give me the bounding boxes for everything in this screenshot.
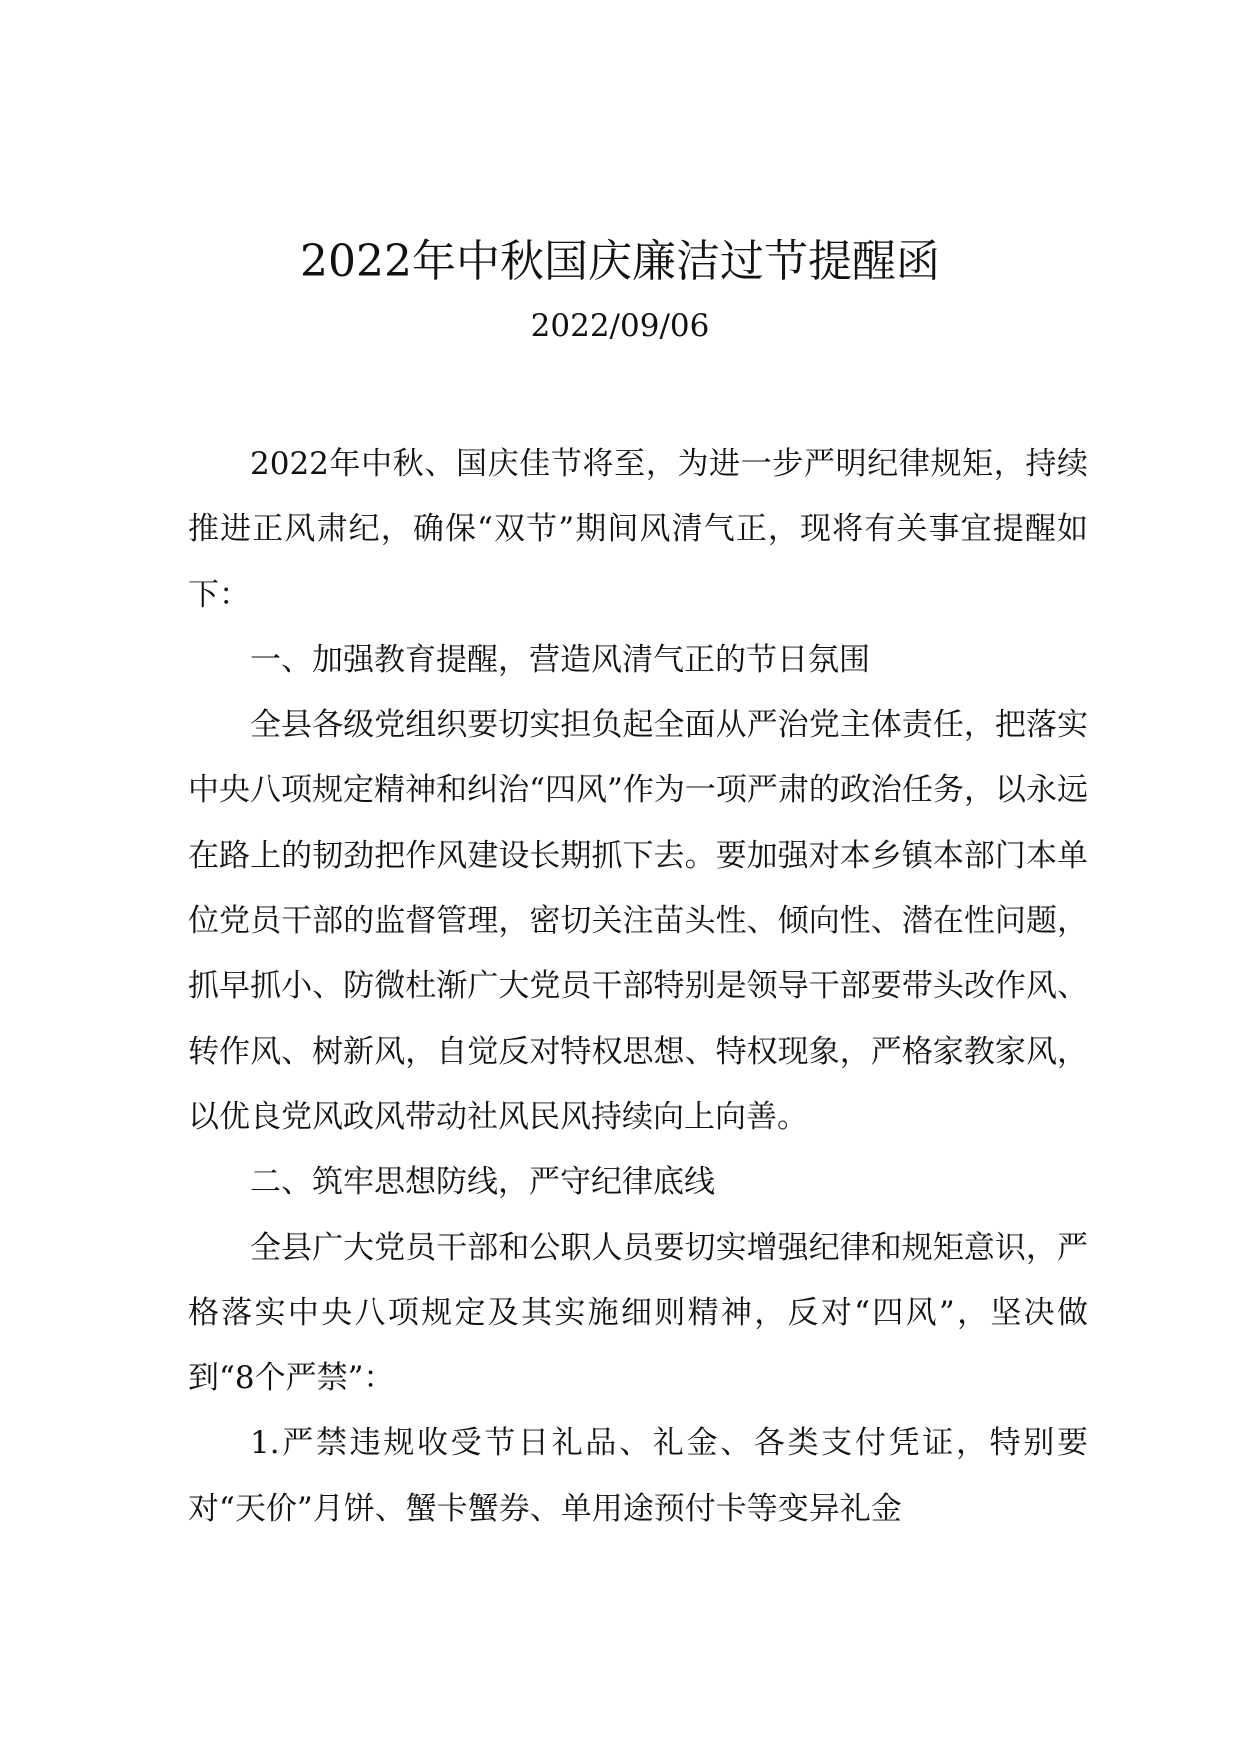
section-heading-2: 二、筑牢思想防线，严守纪律底线 <box>250 1164 715 1201</box>
document-body <box>188 432 1088 1542</box>
section-2-paragraph: 全县广大党员干部和公职人员要切实增强纪律和规矩意识，严格落实中央八项规定及其实施细则精神，反对“四风”，坚决做到“8个严禁”： <box>188 1229 1088 1397</box>
section-heading-1: 一、加强教育提醒，营造风清气正的节日氛围 <box>250 641 870 678</box>
intro-paragraph: 2022年中秋、国庆佳节将至，为进一步严明纪律规矩，持续推进正风肃纪，确保“双节”期间风清气正，现将有关事宜提醒如下： <box>188 446 1088 613</box>
rule-1-paragraph: 1.严禁违规收受节日礼品、礼金、各类支付凭证，特别要对“天价”月饼、蟹卡蟹券、单用途预付卡等变异礼金 <box>188 1425 1088 1527</box>
section-1-paragraph: 全县各级党组织要切实担负起全面从严治党主体责任，把落实中央八项规定精神和纠治“四风”作为一项严肃的政治任务，以永远在路上的韧劲把作风建设长期抓下去。要加强对本乡镇本部门本单位党员干部的监督管理，密切关注苗头性、倾向性、潜在性问题，抓早抓小、防微杜渐广大党员干部特别是领导干部要带头改作风、转作风、树新风，自觉反对特权思想、特权现象，严格家教家风，以优良党风政风带动社风民风持续向上向善。 <box>188 707 1088 1135</box>
document-title: 2022年中秋国庆廉洁过节提醒函 <box>300 236 940 287</box>
document-date: 2022/09/06 <box>530 308 710 344</box>
